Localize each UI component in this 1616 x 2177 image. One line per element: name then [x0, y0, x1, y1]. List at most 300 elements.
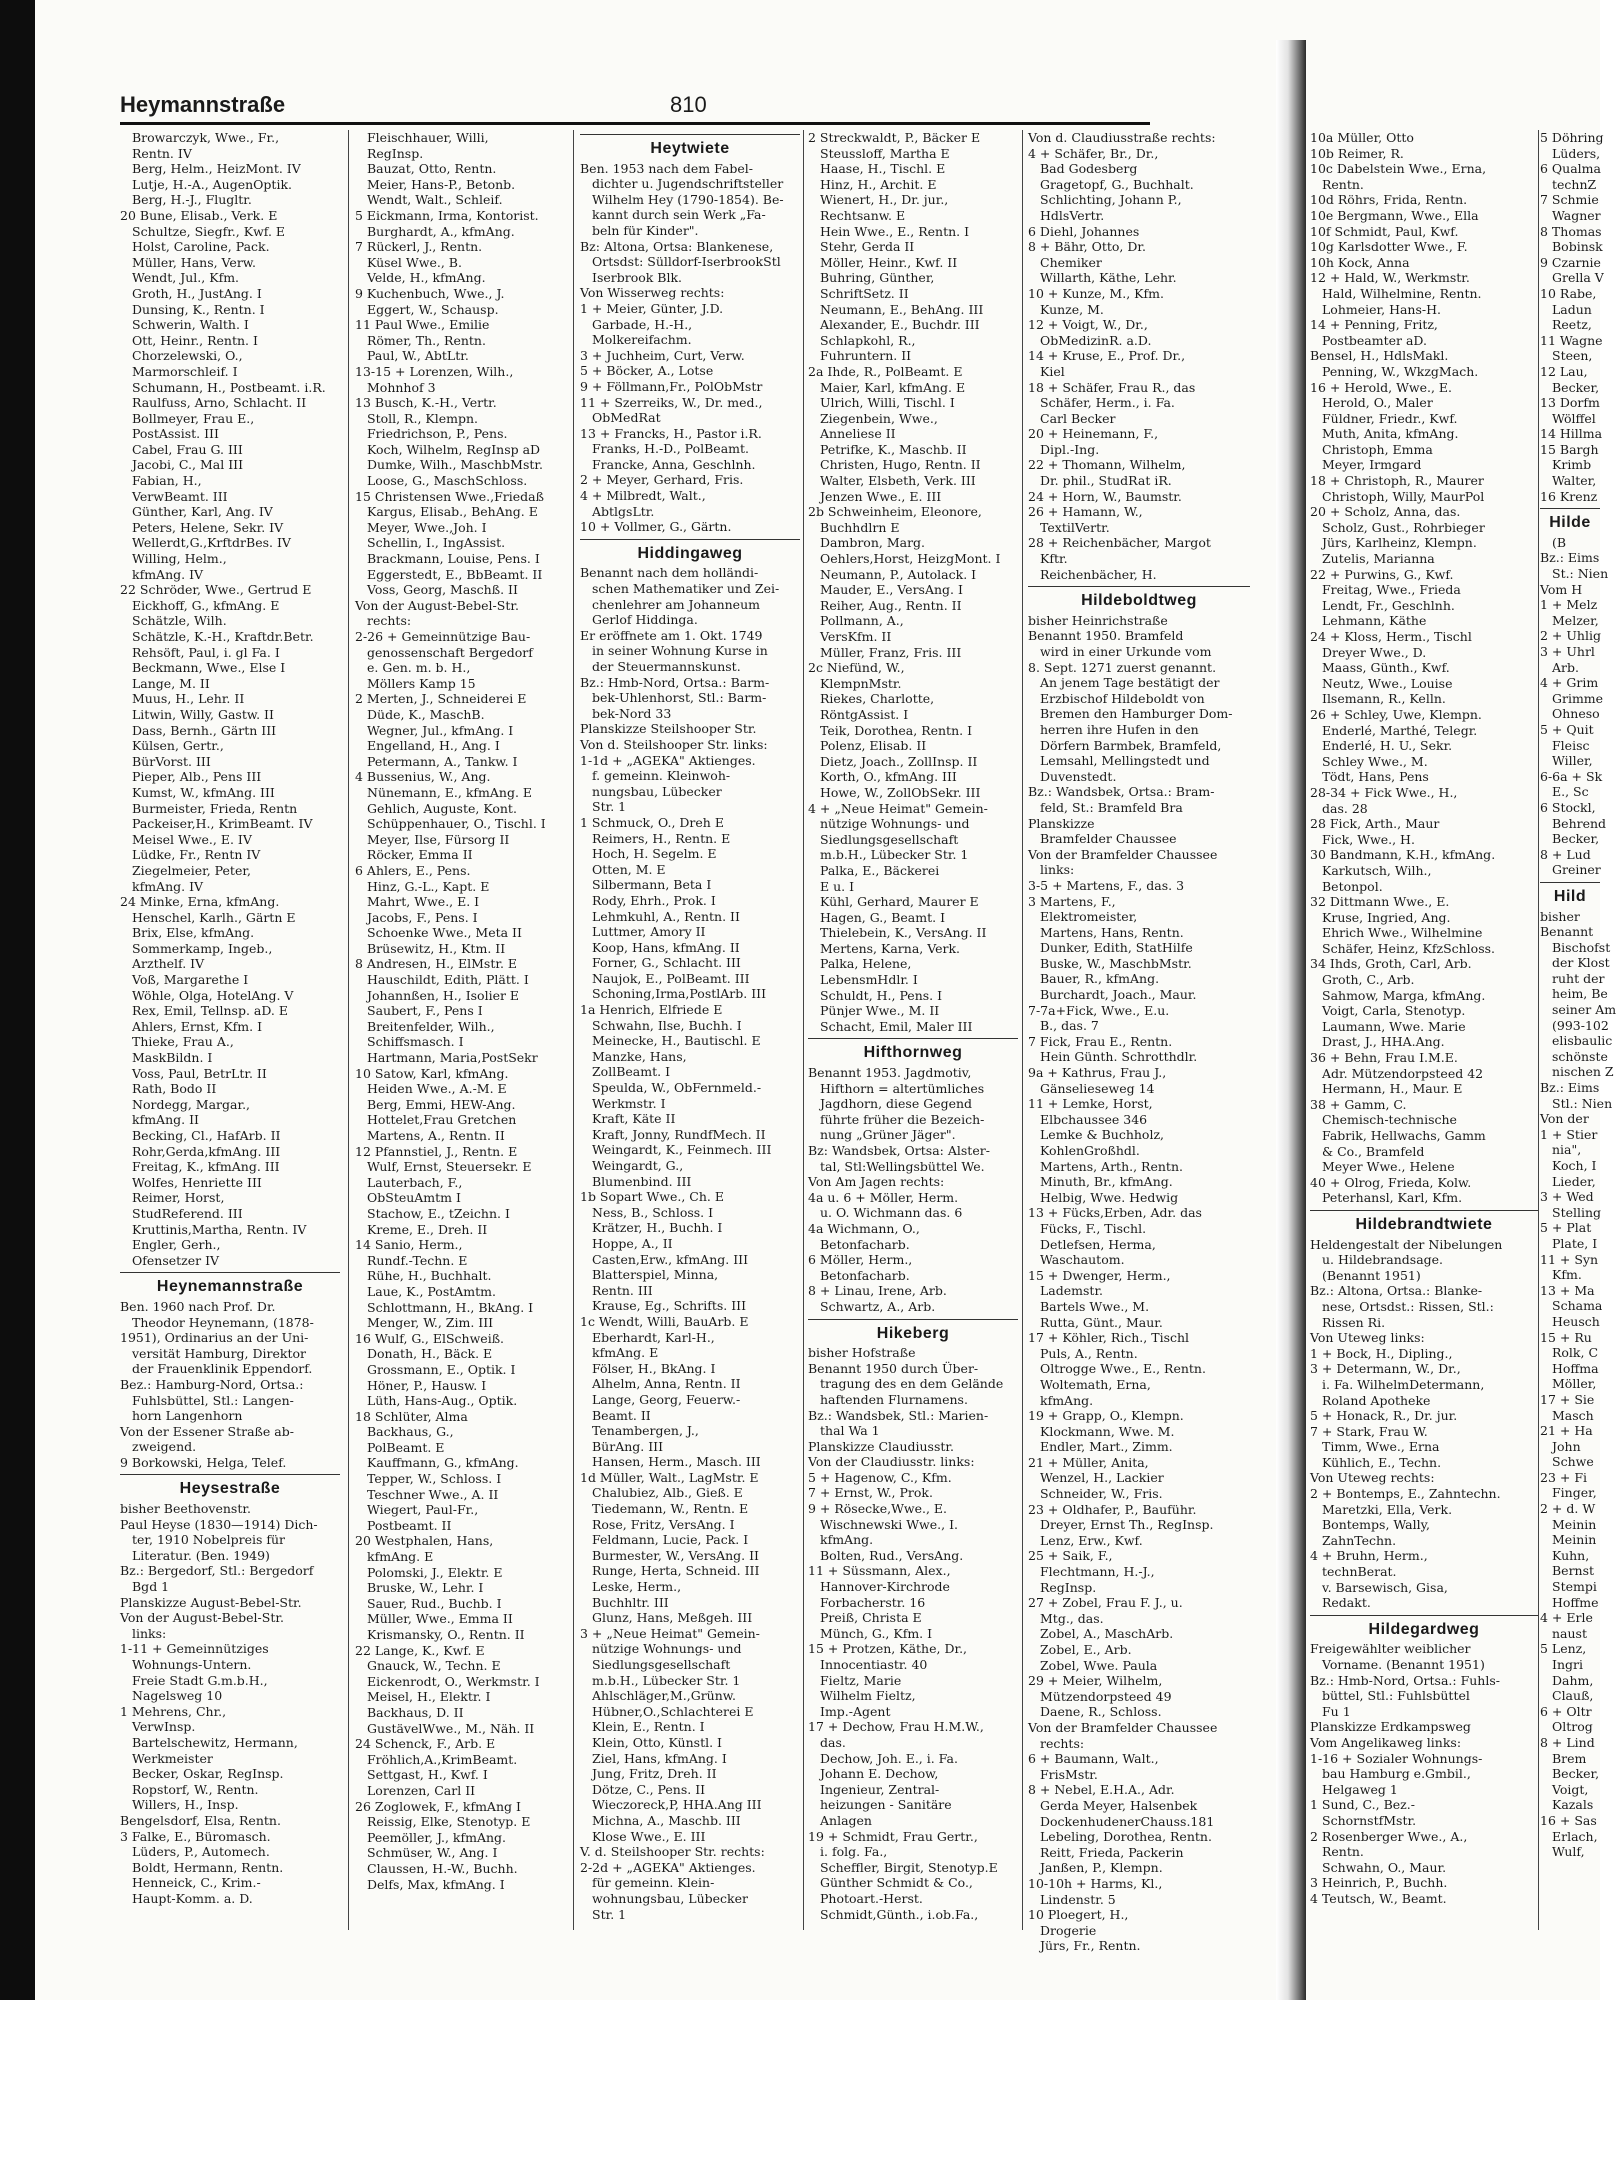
directory-line: 9 + Föllmann,Fr., PolObMstr	[580, 378, 763, 394]
directory-line: Schama	[1552, 1298, 1603, 1314]
directory-line: Becker,	[1552, 379, 1600, 395]
directory-line: nungsbau, Lübecker	[592, 783, 722, 799]
directory-line: V. d. Steilshooper Str. rechts:	[580, 1844, 765, 1860]
directory-line: Steen,	[1552, 348, 1593, 364]
directory-line: 14 + Penning, Fritz,	[1310, 317, 1438, 333]
section-separator	[808, 1038, 1018, 1039]
directory-line: Eggert, W., Schausp.	[367, 301, 499, 317]
directory-line: Henschel, Karlh., Gärtn E	[132, 909, 296, 925]
directory-line: Scholz, Gust., Rohrbieger	[1322, 519, 1485, 535]
directory-line: Voss, Georg, Maschß. II	[367, 582, 518, 598]
directory-line: Ott, Heinr., Rentn. I	[132, 332, 258, 348]
directory-line: Polenz, Elisab. II	[820, 738, 927, 754]
directory-line: Photoart.-Herst.	[820, 1890, 923, 1906]
directory-line: Daene, R., Schloss.	[1040, 1704, 1162, 1720]
directory-line: kfmAng. II	[132, 1112, 199, 1128]
directory-line: (Benannt 1951)	[1322, 1267, 1421, 1283]
directory-line: 1 Mehrens, Chr.,	[120, 1703, 227, 1719]
directory-line: Bz: Wandsbek, Ortsa: Alster-	[808, 1143, 990, 1158]
directory-line: Arzthelf. IV	[132, 956, 205, 972]
directory-line: dichter u. Jugendschriftsteller	[592, 176, 784, 192]
directory-line: 9 Borkowski, Helga, Telef.	[120, 1454, 287, 1470]
directory-line: Gänselieseweg 14	[1040, 1080, 1155, 1096]
directory-line: Jagdhorn, diese Gegend	[820, 1096, 973, 1112]
directory-line: Hein Wwe., E., Rentn. I	[820, 223, 970, 239]
directory-line: BürVorst. III	[132, 753, 211, 769]
directory-line: Greiner	[1552, 862, 1601, 878]
directory-line: Meinin	[1552, 1532, 1597, 1548]
directory-line: Schley Wwe., M.	[1322, 753, 1428, 769]
directory-line: Freigewählter weiblicher	[1310, 1641, 1471, 1657]
directory-line: 11 Paul Wwe., Emilie	[355, 317, 490, 333]
directory-line: Von der	[1540, 1111, 1589, 1127]
directory-line: Christoph, Emma	[1322, 441, 1433, 457]
directory-line: RöntgAssist. I	[820, 706, 909, 722]
directory-line: Pollmann, A.,	[820, 613, 904, 629]
directory-line: Lehmann, Käthe	[1322, 613, 1427, 629]
directory-line: RegInsp.	[1040, 1579, 1097, 1595]
directory-line: Von der Bramfelder Chaussee	[1028, 1719, 1218, 1735]
directory-line: Sommerkamp, Ingeb.,	[132, 940, 273, 956]
directory-line: 32 Dittmann Wwe., E.	[1310, 894, 1450, 910]
directory-line: St.: Nien	[1552, 566, 1609, 582]
directory-line: 16 Wulf, G., ElSchweiß.	[355, 1330, 505, 1346]
directory-line: Willers, H., Insp.	[132, 1797, 239, 1813]
directory-line: Berg, Emmi, HEW-Ang.	[367, 1096, 516, 1112]
directory-line: wird in einer Urkunde vom	[1040, 644, 1212, 659]
directory-line: 2 + Uhlig	[1540, 628, 1601, 644]
directory-line: Dunker, Edith, StatHilfe	[1040, 940, 1193, 956]
directory-line: links:	[1040, 862, 1075, 878]
directory-line: 2c Niefünd, W.,	[808, 660, 905, 676]
directory-line: Fabian, H.,	[132, 473, 202, 489]
directory-line: Freie Stadt G.m.b.H.,	[132, 1672, 268, 1688]
directory-line: f. gemeinn. Kleinwoh-	[592, 768, 731, 784]
directory-line: Drogerie	[1040, 1922, 1097, 1938]
directory-line: Röcker, Emma II	[367, 847, 473, 863]
directory-line: Groth, H., JustAng. I	[132, 285, 262, 301]
directory-line: Planskizze August-Bebel-Str.	[120, 1594, 302, 1610]
directory-line: 1c Wendt, Willi, BauArb. E	[580, 1313, 749, 1329]
directory-line: FrisMstr.	[1040, 1766, 1098, 1782]
directory-line: Von Am Jagen rechts:	[808, 1174, 945, 1190]
directory-line: 28 + Reichenbächer, Margot	[1028, 535, 1211, 551]
directory-line: Von d. Steilshooper Str. links:	[580, 736, 768, 752]
directory-line: Endler, Mart., Zimm.	[1040, 1439, 1173, 1455]
directory-line: bisher	[1540, 908, 1580, 924]
directory-line: Heusch	[1552, 1313, 1600, 1329]
directory-line: Meier, Hans-P., Betonb.	[367, 176, 516, 192]
directory-line: Detlefsen, Herma,	[1040, 1236, 1156, 1252]
directory-line: 21 + Ha	[1540, 1423, 1593, 1439]
directory-line: Michna, A., Maschb. III	[592, 1812, 741, 1828]
street-heading: Hikeberg	[876, 1324, 950, 1342]
directory-line: Silbermann, Beta I	[592, 877, 712, 893]
directory-line: Reissig, Elke, Stenotyp. E	[367, 1814, 531, 1830]
directory-line: bisher Hofstraße	[808, 1345, 916, 1361]
directory-line: Oltrog	[1552, 1719, 1593, 1735]
section-separator	[120, 1474, 340, 1475]
directory-line: 10 + Vollmer, G., Gärtn.	[580, 519, 732, 535]
directory-line: ter, 1910 Nobelpreis für	[132, 1532, 286, 1548]
directory-line: heizungen - Sanitäre	[820, 1797, 952, 1813]
directory-line: Ingenieur, Zentral-	[820, 1781, 940, 1797]
directory-line: Teik, Dorothea, Rentn. I	[820, 722, 973, 738]
directory-line: 19 + Schmidt, Frau Gertr.,	[808, 1828, 978, 1844]
directory-line: Buchhltr. III	[592, 1594, 669, 1610]
directory-line: Anneliese II	[820, 426, 896, 442]
directory-line: 2a Ihde, R., PolBeamt. E	[808, 363, 963, 379]
column-divider	[1022, 130, 1023, 1930]
directory-line: Lüdke, Fr., Rentn IV	[132, 847, 261, 863]
directory-line: Forner, G., Schlacht. III	[592, 955, 741, 971]
directory-line: Rechtsanw. E	[820, 207, 906, 223]
directory-line: Ilsemann, R., Kelln.	[1322, 691, 1446, 707]
directory-line: Gerlof Hiddinga.	[592, 612, 698, 628]
directory-line: Naujok, E., PolBeamt. III	[592, 970, 750, 986]
directory-line: Pieper, Alb., Pens III	[132, 769, 262, 785]
directory-line: Wendt, Walt., Schleif.	[367, 192, 503, 208]
directory-line: 13 + Fücks,Erben, Adr. das	[1028, 1205, 1202, 1221]
directory-line: Chemiker	[1040, 254, 1102, 270]
directory-line: Müller, Franz, Fris. III	[820, 644, 962, 660]
directory-line: 1951), Ordinarius an der Uni-	[120, 1330, 309, 1346]
directory-line: Schoenke Wwe., Meta II	[367, 925, 522, 941]
directory-line: Bramfelder Chaussee	[1040, 831, 1177, 847]
directory-line: 8 + Linau, Irene, Arb.	[808, 1283, 947, 1299]
directory-line: Rentn.	[1322, 176, 1364, 192]
directory-line: 1 Schmuck, O., Dreh E	[580, 814, 724, 830]
directory-line: 10d Röhrs, Frida, Rentn.	[1310, 192, 1468, 208]
directory-line: Jung, Fritz, Dreh. II	[592, 1766, 717, 1782]
directory-line: Benannt 1950 durch Über-	[808, 1360, 979, 1376]
directory-line: Dr. phil., StudRat iR.	[1040, 473, 1172, 489]
directory-line: ruht der	[1552, 970, 1605, 986]
directory-line: Brix, Else, kfmAng.	[132, 925, 255, 941]
directory-line: 3 + Wed	[1540, 1189, 1594, 1205]
directory-line: u. O. Wichmann das. 6	[820, 1205, 963, 1221]
directory-line: Feldmann, Lucie, Pack. I	[592, 1532, 749, 1548]
directory-line: Martens, Hans, Rentn.	[1040, 924, 1184, 940]
directory-line: Burghardt, A., kfmAng.	[367, 223, 515, 239]
directory-line: Ropstorf, W., Rentn.	[132, 1781, 259, 1797]
directory-line: Klein, E., Rentn. I	[592, 1719, 705, 1735]
directory-line: Roland Apotheke	[1322, 1392, 1431, 1408]
directory-line: schönste	[1552, 1048, 1608, 1064]
directory-line: Ahlers, Ernst, Kfm. I	[132, 1018, 263, 1034]
directory-line: seiner Am	[1552, 1002, 1616, 1018]
directory-line: Meyer, Wwe.,Joh. I	[367, 519, 487, 535]
column-divider	[348, 130, 349, 1930]
directory-line: 10h Kock, Anna	[1310, 254, 1410, 270]
directory-line: 11 + Szerreiks, W., Dr. med.,	[580, 394, 763, 410]
directory-line: Bobinsk	[1552, 239, 1603, 255]
directory-line: 2 Merten, J., Schneiderei E	[355, 691, 527, 707]
directory-line: Marmorschleif. I	[132, 363, 238, 379]
directory-line: 4 + Bruhn, Herm.,	[1310, 1548, 1428, 1564]
directory-line: Hoch, H. Segelm. E	[592, 846, 717, 862]
directory-line: technZ	[1552, 176, 1597, 192]
directory-line: 1 Sund, C., Bez.-	[1310, 1797, 1415, 1813]
directory-line: Iserbrook Blk.	[592, 269, 683, 285]
directory-line: 17 + Sie	[1540, 1391, 1595, 1407]
directory-line: Bz.: Hmb-Nord, Ortsa.: Barm-	[580, 674, 770, 690]
directory-line: Browarczyk, Wwe., Fr.,	[132, 130, 280, 145]
directory-line: 15 + Protzen, Käthe, Dr.,	[808, 1641, 968, 1657]
directory-line: Wilhelm Hey (1790-1854). Be-	[592, 191, 784, 207]
directory-line: Loose, G., MaschSchloss.	[367, 473, 528, 489]
directory-line: Schwartz, A., Arb.	[820, 1298, 936, 1314]
directory-line: Schumann, H., Postbeamt. i.R.	[132, 379, 326, 395]
directory-line: Eggerstedt, E., BbBeamt. II	[367, 566, 543, 582]
directory-line: 10-10h + Harms, Kl.,	[1028, 1875, 1163, 1891]
header-rule	[120, 122, 1150, 125]
directory-line: 10f Schmidt, Paul, Kwf.	[1310, 223, 1459, 239]
directory-line: 6-6a + Sk	[1540, 768, 1603, 784]
directory-line: Walter,	[1552, 473, 1597, 489]
directory-line: Günther Schmidt & Co.,	[820, 1875, 973, 1891]
directory-line: chenlehrer am Johanneum	[592, 596, 760, 612]
directory-line: 6 Qualma	[1540, 161, 1601, 177]
directory-line: Krismansky, O., Rentn. II	[367, 1627, 525, 1642]
directory-line: Rath, Bodo II	[132, 1081, 217, 1097]
directory-line: Werkmeister	[132, 1750, 213, 1766]
directory-line: Elbchaussee 346	[1040, 1111, 1148, 1127]
directory-line: 13 Dorfm	[1540, 395, 1600, 411]
directory-line: Bez.: Hamburg-Nord, Ortsa.:	[120, 1376, 304, 1392]
directory-line: Fu 1	[1322, 1703, 1351, 1719]
directory-line: 20 Bune, Elisab., Verk. E	[120, 207, 278, 223]
directory-line: Ohneso	[1552, 706, 1600, 722]
directory-line: Otten, M. E	[592, 861, 666, 877]
directory-line: Lehmkuhl, A., Rentn. II	[592, 908, 740, 924]
directory-line: 12 Lau,	[1540, 363, 1588, 379]
directory-line: Lüders, P., Automech.	[132, 1844, 270, 1860]
directory-line: 14 Sanio, Herm.,	[355, 1237, 463, 1253]
directory-line: Fleischhauer, Willi,	[367, 130, 489, 145]
directory-line: 4 + Grim	[1540, 675, 1599, 691]
directory-line: Wegner, Jul., kfmAng. I	[367, 722, 514, 738]
directory-line: 5 + Plat	[1540, 1220, 1592, 1236]
directory-line: Voigt,	[1552, 1781, 1589, 1797]
directory-line: Klockmann, Wwe. M.	[1040, 1423, 1175, 1439]
directory-line: Bad Godesberg	[1040, 161, 1138, 177]
directory-line: nischen Z	[1552, 1064, 1614, 1080]
directory-line: Thieke, Frau A.,	[132, 1034, 234, 1050]
column-1	[120, 130, 340, 1940]
section-separator	[1028, 586, 1250, 587]
directory-line: Freitag, K., kfmAng. III	[132, 1159, 280, 1175]
directory-line: Martens, A., Rentn. II	[367, 1128, 505, 1143]
directory-line: Dass, Bernh., Gärtn III	[132, 722, 277, 738]
directory-line: der Steuermannskunst.	[592, 659, 741, 674]
directory-line: zweigend.	[132, 1439, 197, 1455]
directory-line: Runge, Herta, Schneid. III	[592, 1563, 760, 1579]
directory-line: Adr. Mützendorpsteed 42	[1322, 1065, 1484, 1081]
directory-line: Bernst	[1552, 1563, 1595, 1579]
directory-line: 22 + Purwins, G., Kwf.	[1310, 566, 1454, 582]
directory-line: Stehr, Gerda II	[820, 239, 915, 255]
directory-line: E u. I	[820, 878, 855, 894]
book-gutter	[1276, 40, 1306, 2000]
directory-line: 12 + Hald, W., Werkmstr.	[1310, 270, 1470, 286]
directory-line: Willer,	[1552, 753, 1593, 769]
directory-line: Hinz, H., Archit. E	[820, 176, 937, 192]
directory-line: 17 + Dechow, Frau H.M.W.,	[808, 1719, 984, 1735]
section-separator	[1540, 882, 1600, 883]
directory-line: 2 + Meyer, Gerhard, Fris.	[580, 472, 744, 488]
directory-line: 4a Wichmann, O.,	[808, 1220, 920, 1236]
directory-line: kfmAng. IV	[132, 878, 204, 894]
directory-line: Lange, Georg, Feuerw.-	[592, 1391, 741, 1407]
directory-line: Lindenstr. 5	[1040, 1891, 1116, 1907]
directory-line: Kraft, Käte II	[592, 1111, 676, 1127]
directory-line: (B	[1552, 534, 1567, 550]
directory-line: technBerat.	[1322, 1564, 1397, 1580]
directory-line: Clauß,	[1552, 1688, 1594, 1704]
directory-line: Hartmann, Maria,PostSekr	[367, 1050, 538, 1066]
directory-line: 27 + Zobel, Frau F. J., u.	[1028, 1595, 1183, 1611]
directory-line: Kruse, Ingried, Ang.	[1322, 909, 1451, 925]
directory-line: Meyer, Ilse, Fürsorg II	[367, 831, 510, 847]
directory-line: Lieder,	[1552, 1173, 1596, 1189]
directory-line: Rody, Ehrh., Prok. I	[592, 892, 716, 908]
directory-line: Maass, Günth., Kwf.	[1322, 660, 1450, 676]
directory-line: Grossmann, E., Optik. I	[367, 1361, 516, 1377]
directory-line: Glunz, Hans, Meßgeh. III	[592, 1610, 753, 1626]
directory-line: Petermann, A., Tankw. I	[367, 753, 518, 769]
directory-line: 15 + Ru	[1540, 1329, 1592, 1345]
directory-line: rechts:	[367, 613, 412, 629]
directory-line: Reiher, Aug., Rentn. II	[820, 597, 962, 613]
directory-line: Neutz, Wwe., Louise	[1322, 675, 1453, 691]
directory-line: Lange, M. II	[132, 675, 210, 691]
directory-line: Schwerin, Walth. I	[132, 317, 249, 333]
directory-line: Lenz, Erw., Kwf.	[1040, 1532, 1143, 1548]
directory-line: Wagner	[1552, 207, 1601, 223]
directory-line: Planskizze Erdkampsweg	[1310, 1719, 1471, 1735]
directory-line: Klein, Otto, Künstl. I	[592, 1734, 722, 1750]
directory-line: Külsen, Gertr.,	[132, 738, 224, 754]
street-heading: Heysestraße	[179, 1480, 281, 1498]
directory-line: Schätzle, Wilh.	[132, 613, 227, 629]
directory-line: Christoph, Willy, MaurPol	[1322, 488, 1485, 504]
directory-line: 10c Dabelstein Wwe., Erna,	[1310, 161, 1487, 177]
directory-line: Elektromeister,	[1040, 909, 1138, 925]
directory-line: 3 + Uhrl	[1540, 644, 1595, 659]
directory-line: Muth, Anita, kfmAng.	[1322, 426, 1459, 442]
directory-line: Ofensetzer IV	[132, 1252, 220, 1268]
directory-line: Haase, H., Tischl. E	[820, 161, 946, 177]
directory-line: Flechtmann, H.-J.,	[1040, 1564, 1155, 1580]
directory-line: 1 + Stier	[1540, 1126, 1598, 1142]
directory-line: Becking, Cl., HafArb. II	[132, 1128, 281, 1143]
directory-line: 36 + Behn, Frau I.M.E.	[1310, 1050, 1458, 1066]
directory-line: feld, St.: Bramfeld Bra	[1040, 799, 1183, 815]
directory-line: rechts:	[1040, 1735, 1085, 1751]
directory-line: HdlsVertr.	[1040, 207, 1105, 223]
directory-line: Imp.-Agent	[820, 1703, 891, 1719]
directory-line: Hald, Wilhelmine, Rentn.	[1322, 285, 1482, 301]
directory-line: 5 + Quit	[1540, 721, 1594, 737]
directory-line: bisher Beethovenstr.	[120, 1501, 251, 1517]
directory-line: VersKfm. II	[820, 629, 892, 644]
directory-line: Ness, B., Schloss. I	[592, 1204, 714, 1220]
column-3	[580, 130, 800, 1940]
directory-line: 12 Pfannstiel, J., Rentn. E	[355, 1143, 518, 1159]
section-separator	[1310, 1615, 1538, 1616]
directory-line: Theodor Heynemann, (1878-	[132, 1314, 314, 1330]
directory-line: Muus, H., Lehr. II	[132, 691, 245, 707]
directory-line: Bz.: Eims	[1540, 1080, 1600, 1096]
directory-line: nützige Wohnungs- und	[592, 1641, 742, 1657]
directory-line: Bauer, R., kfmAng.	[1040, 971, 1160, 987]
directory-line: Buske, W., MaschbMstr.	[1040, 955, 1192, 971]
directory-line: Lüders,	[1552, 145, 1601, 161]
directory-line: MaskBildn. I	[132, 1050, 213, 1066]
directory-line: i. folg. Fa.,	[820, 1844, 888, 1860]
directory-line: Hinz, G.-L., Kapt. E	[367, 878, 490, 894]
directory-line: Gragetopf, G., Buchhalt.	[1040, 176, 1194, 192]
directory-line: 1-11 + Gemeinnütziges	[120, 1641, 269, 1657]
directory-line: Oltrogge Wwe., E., Rentn.	[1040, 1361, 1206, 1377]
directory-line: Füldner, Friedr., Kwf.	[1322, 410, 1458, 426]
street-heading: Hiddingaweg	[637, 544, 743, 562]
directory-line: Bartels Wwe., M.	[1040, 1298, 1150, 1314]
directory-line: Voß, Margarethe I	[132, 972, 249, 988]
directory-line: Janßen, P., Klempn.	[1040, 1860, 1163, 1876]
directory-line: Arb.	[1552, 659, 1579, 675]
directory-line: Dipl.-Ing.	[1040, 441, 1100, 457]
directory-line: 13 + Ma	[1540, 1282, 1595, 1298]
directory-line: 3 + „Neue Heimat" Gemein-	[580, 1625, 760, 1641]
directory-line: Von der Essener Straße ab-	[120, 1423, 294, 1439]
directory-line: Schlottmann, H., BkAng. I	[367, 1299, 534, 1315]
street-heading: Hild	[1553, 887, 1587, 905]
directory-line: Gehlich, Auguste, Kont.	[367, 800, 517, 816]
directory-line: 22 Lange, K., Kwf. E	[355, 1642, 485, 1658]
directory-line: Garbade, H.-H.,	[592, 316, 693, 332]
directory-line: Möller, Heinr., Kwf. II	[820, 254, 958, 270]
directory-line: Menger, W., Zim. III	[367, 1315, 494, 1331]
directory-line: Str. 1	[592, 799, 627, 815]
directory-line: Backhaus, D. II	[367, 1704, 464, 1720]
directory-line: SchornstfMstr.	[1322, 1812, 1417, 1828]
directory-line: Waschautom.	[1040, 1252, 1125, 1268]
directory-line: 6 Möller, Herm.,	[808, 1252, 913, 1268]
directory-line: Rohr,Gerda,kfmAng. III	[132, 1143, 281, 1159]
directory-line: 15 + Dwenger, Herm.,	[1028, 1267, 1171, 1283]
directory-line: Woltemath, Erna,	[1040, 1376, 1151, 1392]
directory-line: Benannt	[1540, 924, 1594, 940]
directory-line: 10 + Kunze, M., Kfm.	[1028, 285, 1164, 301]
directory-line: Lemsahl, Mellingstedt und	[1040, 753, 1210, 769]
directory-line: Koch, I	[1552, 1158, 1597, 1173]
directory-line: Helgaweg 1	[1322, 1781, 1398, 1797]
directory-line: nia",	[1552, 1142, 1582, 1158]
directory-line: Riekes, Charlotte,	[820, 691, 935, 707]
directory-line: Mahrt, Wwe., E. I	[367, 894, 480, 910]
directory-line: Chemisch-technische	[1322, 1112, 1457, 1128]
directory-line: kfmAng.	[1040, 1392, 1094, 1408]
directory-line: 8 + Bähr, Otto, Dr.	[1028, 239, 1146, 255]
directory-line: 8 Thomas	[1540, 223, 1602, 239]
directory-line: Hifthorn = altertümliches	[820, 1080, 985, 1096]
directory-line: Ziegelmeier, Peter,	[132, 862, 251, 878]
directory-line: 9 Kuchenbuch, Wwe., J.	[355, 285, 505, 301]
directory-line: Johann E. Dechow,	[820, 1766, 939, 1782]
directory-line: Benannt 1953. Jagdmotiv,	[808, 1065, 972, 1081]
